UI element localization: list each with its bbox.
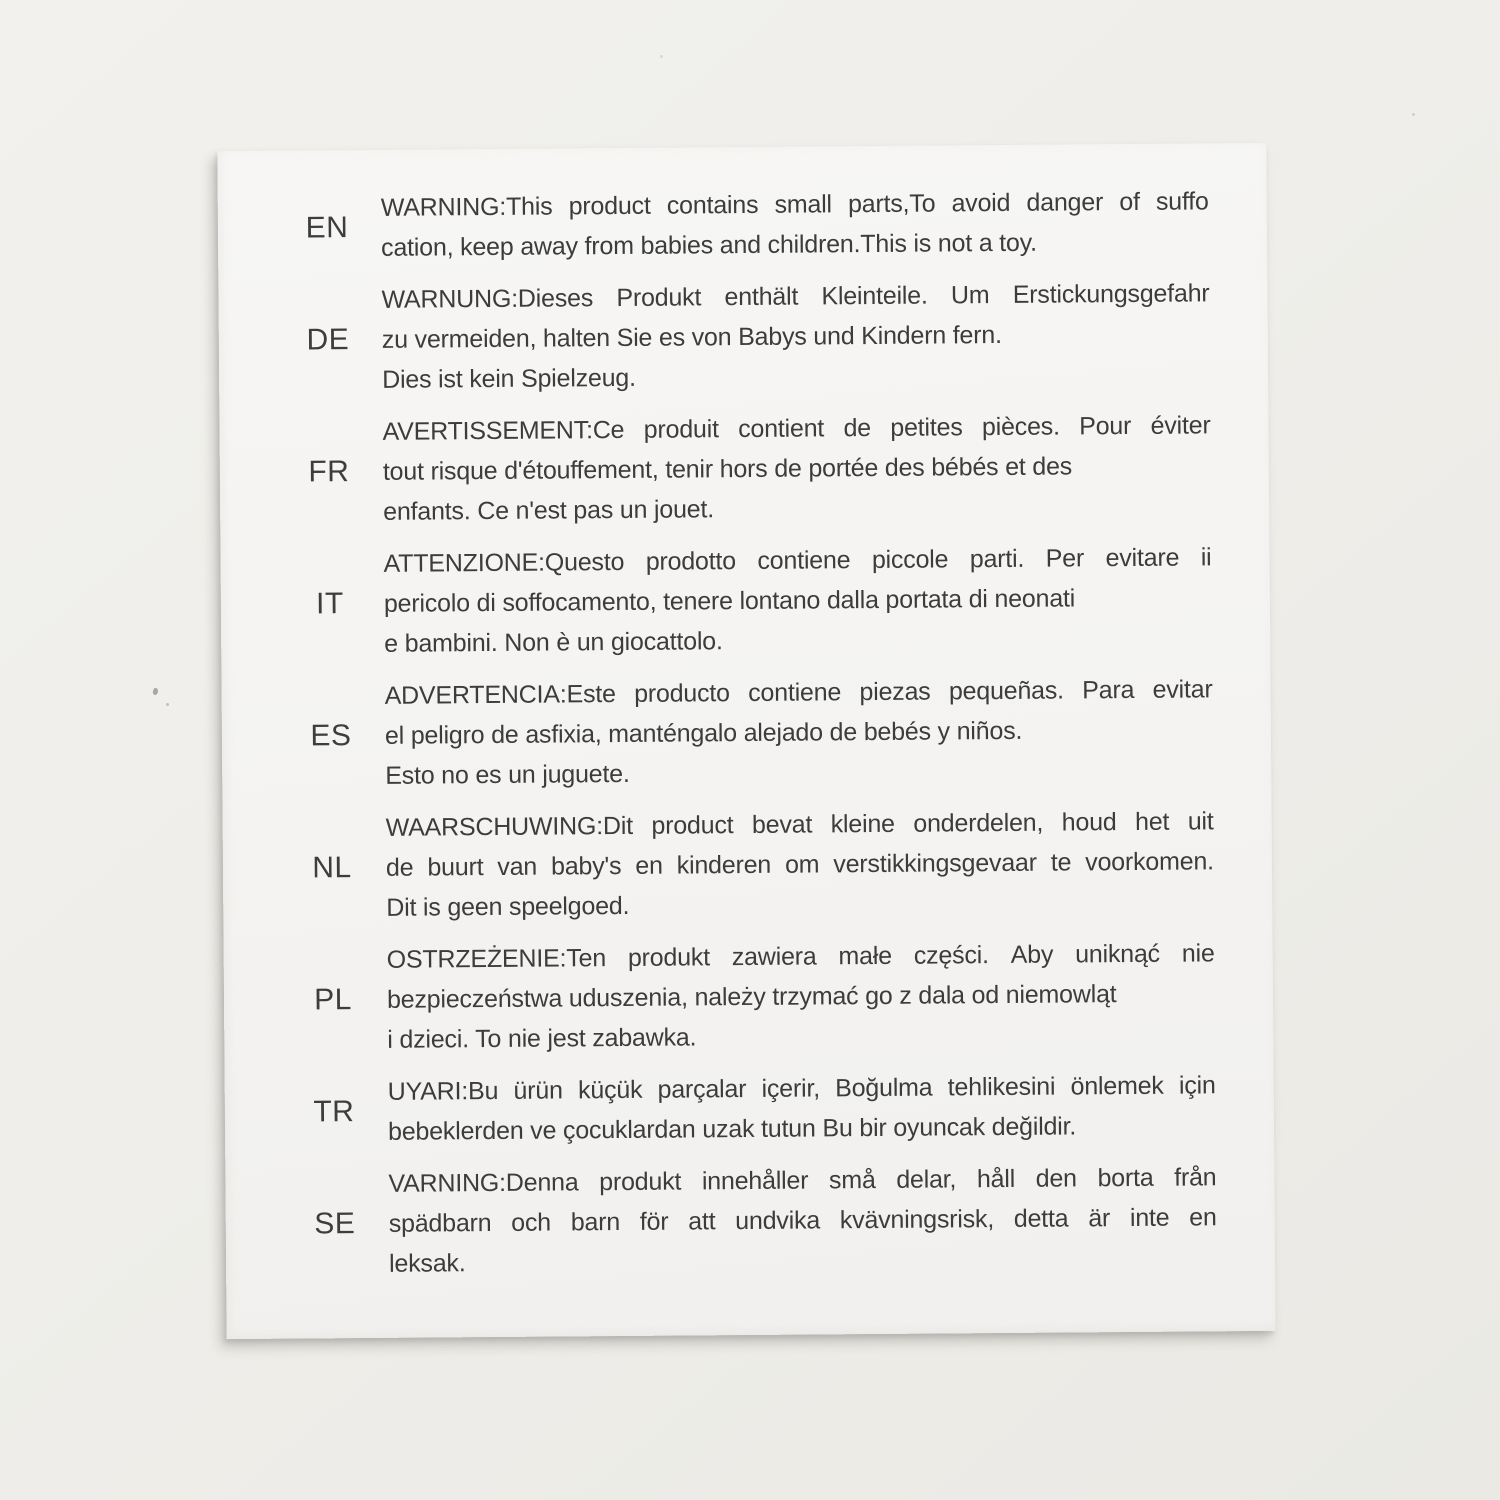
language-code: IT [315,587,344,621]
language-row-pl [224,933,1274,1061]
warning-line: leksak. [388,1249,466,1278]
language-code: DE [306,323,350,357]
warning-line: WARNING:This product contains small parts,To avoid danger of suffo [380,187,1209,222]
language-row-es [221,669,1271,797]
language-row-de [218,273,1268,401]
warning-text [386,801,1215,927]
warning-line: bebeklerden ve çocuklardan uzak tutun Bu bir oyuncak değildir. [387,1112,1077,1146]
warning-line: enfants. Ce n'est pas un jouet. [383,495,715,526]
warning-line: OSTRZEŻENIE:Ten produkt zawiera małe części. Aby uniknąć nie [386,939,1215,974]
language-row-se [225,1157,1275,1285]
warning-line: VARNING:Denna produkt innehåller små delar, håll den borta från [388,1163,1217,1198]
warning-line: zu vermeiden, halten Sie es von Babys und Kindern fern. [381,320,1002,354]
warning-line: el peligro de asfixia, manténgalo alejado de bebés y niños. [384,716,1023,750]
language-row-it [220,537,1270,665]
warning-line: WAARSCHUWING:Dit product bevat kleine onderdelen, houd het uit [385,807,1214,842]
language-rows [218,181,1276,1297]
warning-text [388,1065,1217,1152]
language-code: PL [314,983,352,1017]
language-code: SE [314,1207,356,1241]
language-row-nl [223,801,1273,929]
language-code: FR [308,455,350,489]
language-row-tr [225,1065,1275,1153]
warning-text [387,933,1216,1059]
warning-line: ADVERTENCIA:Este producto contiene piezas pequeñas. Para evitar [384,675,1213,710]
language-row-en [218,181,1268,269]
dust-speck [152,687,159,695]
language-code: TR [313,1095,355,1129]
warning-text [381,273,1210,399]
warning-line: cation, keep away from babies and children.This is not a toy. [381,228,1037,262]
warning-line: pericolo di soffocamento, tenere lontano dalla portata di neonati [383,584,1076,618]
warning-line: ATTENZIONE:Questo prodotto contiene piccole parti. Per evitare ii [383,543,1212,578]
warning-line: Dit is geen speelgoed. [386,891,630,922]
warning-line: bezpieczeństwa uduszenia, należy trzymać go z dala od niemowląt [386,980,1117,1014]
warning-text [381,181,1210,268]
warning-text [388,1157,1217,1283]
warning-line: WARNUNG:Dieses Produkt enthält Kleinteile. Um Erstickungsgefahr [381,279,1210,314]
warning-label-paper [217,143,1275,1339]
dust-speck [1412,113,1415,116]
warning-line: Dies ist kein Spielzeug. [382,363,636,394]
dust-speck [660,55,663,58]
warning-text [383,537,1212,663]
language-code: ES [310,719,352,753]
warning-text [384,669,1213,795]
warning-line: e bambini. Non è un giocattolo. [384,627,723,658]
warning-line: de buurt van baby's en kinderen om verstikkingsgevaar te voorkomen. [385,847,1214,882]
warning-text [382,405,1211,531]
language-code: NL [312,851,352,885]
dust-speck [166,703,169,706]
warning-line: AVERTISSEMENT:Ce produit contient de petites pièces. Pour éviter [382,411,1211,446]
language-code: EN [305,211,349,245]
warning-line: UYARI:Bu ürün küçük parçalar içerir, Boğulma tehlikesini önlemek için [387,1071,1216,1106]
warning-line: Esto no es un juguete. [385,759,630,790]
language-row-fr [219,405,1269,533]
warning-line: tout risque d'étouffement, tenir hors de portée des bébés et des [382,452,1073,486]
warning-line: i dzieci. To nie jest zabawka. [387,1023,697,1054]
warning-line: spädbarn och barn för att undvika kvävningsrisk, detta är inte en [388,1203,1217,1238]
